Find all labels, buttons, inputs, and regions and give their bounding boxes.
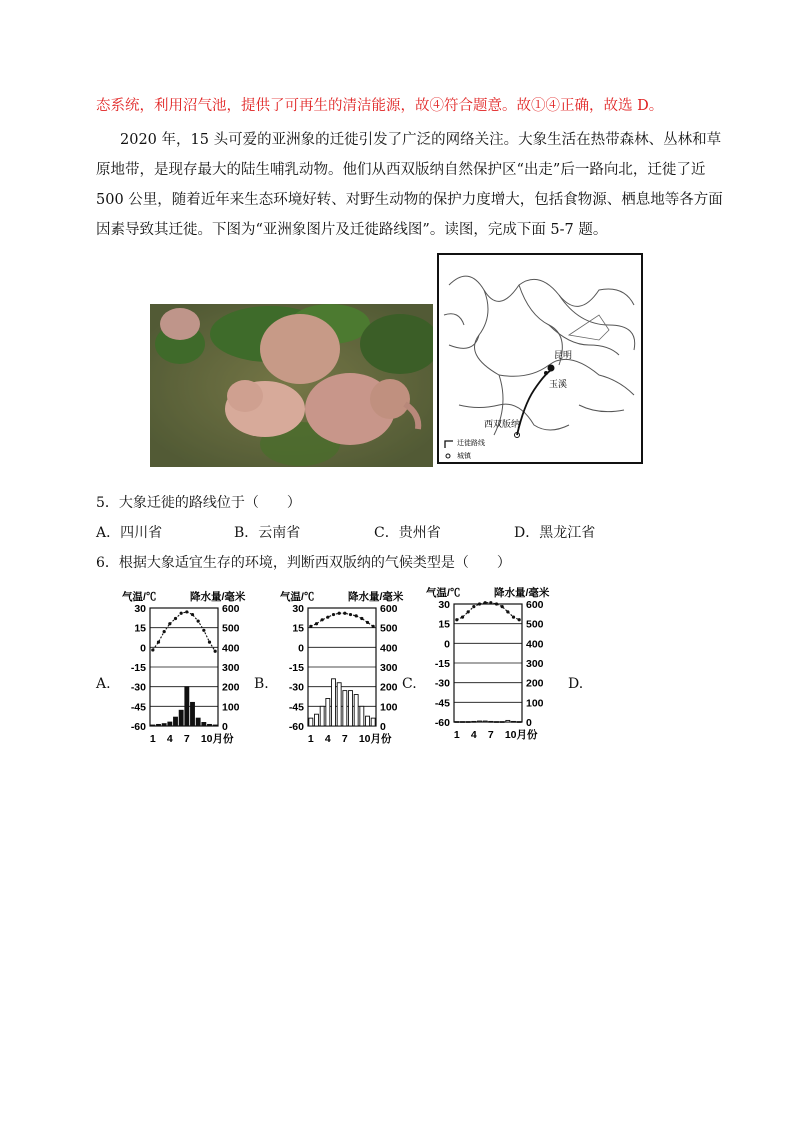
temp-line [153, 612, 215, 651]
temp-point [455, 618, 458, 621]
climate-chart-a [120, 586, 280, 756]
precip-bar [326, 698, 330, 726]
month-tick-label: 1 [149, 733, 156, 745]
kunming-dot [548, 365, 555, 372]
climate-chart-c [424, 582, 584, 752]
precip-tick-label: 0 [380, 721, 386, 733]
temp-point [518, 618, 521, 621]
precip-axis-label: 降水量/毫米 [190, 591, 246, 603]
temp-tick-label: -60 [434, 717, 450, 729]
passage-line-1: 2020 年，15 头可爱的亚洲象的迁徙引发了广泛的网络关注。大象生活在热带森林、丛林和草 [120, 132, 722, 148]
precip-bar [196, 718, 200, 726]
legend-route-label: 迁徙路线 [457, 439, 485, 447]
precip-bar [202, 722, 206, 726]
temp-tick-label: -30 [434, 677, 450, 690]
precip-bar [483, 721, 487, 722]
precip-bar [466, 722, 470, 723]
precip-tick-label: 0 [222, 721, 228, 733]
temp-line [311, 613, 373, 626]
temp-point [461, 616, 464, 619]
legend-city-label: 城镇 [457, 452, 471, 460]
precip-bar [151, 725, 155, 726]
temp-tick-label: -60 [288, 721, 304, 733]
temp-point [472, 605, 475, 608]
precip-bar [343, 691, 347, 726]
precip-bar [512, 721, 516, 722]
question-6-stem: 6．根据大象适宜生存的环境，判断西双版纳的气候类型是（ ） [96, 555, 511, 571]
precip-bar [185, 687, 189, 726]
precip-bar [168, 722, 172, 726]
precip-bar [191, 702, 195, 726]
precip-tick-label: 400 [380, 642, 398, 655]
q5-option-c: C．贵州省 [374, 525, 441, 541]
month-tick-label: 4 [166, 733, 173, 745]
q6-option-c-label: C. [402, 676, 417, 692]
precip-bar [455, 722, 459, 723]
temp-tick-label: 30 [438, 599, 450, 611]
city-yuxi-label: 玉溪 [549, 380, 568, 390]
temp-tick-label: -45 [434, 697, 450, 710]
precip-bar [349, 691, 353, 726]
temp-tick-label: 15 [292, 622, 304, 635]
precip-tick-label: 200 [222, 681, 240, 694]
temp-point [360, 617, 363, 620]
temp-tick-label: -60 [130, 721, 146, 733]
q6-option-d-label: D. [568, 676, 584, 692]
month-tick-label: 1 [307, 733, 314, 745]
temp-point [208, 640, 211, 643]
temp-point [355, 614, 358, 617]
temp-axis-label: 气温/℃ [280, 591, 315, 603]
temp-point [332, 613, 335, 616]
precip-bar [489, 721, 493, 722]
q6-option-b-label: B. [254, 676, 269, 692]
month-tick-label: 10月份 [358, 733, 392, 745]
temp-point [326, 616, 329, 619]
precip-bar [461, 722, 465, 723]
temp-point [467, 610, 470, 613]
temp-point [185, 610, 188, 613]
precip-tick-label: 100 [380, 701, 398, 714]
temp-point [372, 625, 375, 628]
temp-point [495, 602, 498, 605]
precip-tick-label: 200 [380, 681, 398, 694]
month-tick-label: 10月份 [200, 733, 234, 745]
month-tick-label: 1 [453, 729, 460, 741]
precip-tick-label: 200 [526, 677, 544, 690]
precip-bar [162, 724, 166, 726]
temp-axis-label: 气温/℃ [122, 591, 157, 603]
temp-point [202, 629, 205, 632]
city-kunming-label: 昆明 [554, 351, 573, 361]
precip-bar [360, 706, 364, 726]
temp-point [168, 622, 171, 625]
elephant-photo [150, 304, 433, 467]
precip-tick-label: 300 [526, 658, 544, 670]
precip-bar [208, 724, 212, 726]
month-tick-label: 7 [487, 729, 494, 741]
precip-bar [366, 716, 370, 726]
passage-line-3: 500 公里，随着近年来生态环境好转、对野生动物的保护力度增大，包括食物源、栖息地等各方面 [96, 192, 723, 208]
precip-tick-label: 0 [526, 717, 532, 729]
temp-point [321, 618, 324, 621]
precip-tick-label: 600 [222, 603, 240, 615]
precip-bar [174, 717, 178, 726]
temp-tick-label: 15 [134, 622, 146, 635]
precip-tick-label: 400 [222, 642, 240, 655]
precip-bar [506, 720, 510, 722]
month-tick-label: 7 [341, 733, 348, 745]
temp-tick-label: 0 [140, 642, 146, 655]
temp-axis-label: 气温/℃ [426, 587, 461, 599]
temp-line [457, 603, 519, 620]
temp-point [315, 622, 318, 625]
precip-bar [337, 683, 341, 726]
passage-line-4: 因素导致其迁徙。下图为“亚洲象图片及迁徙路线图”。读图，完成下面 5-7 题。 [96, 222, 608, 238]
temp-point [191, 613, 194, 616]
precip-tick-label: 500 [222, 622, 240, 635]
temp-tick-label: -15 [434, 658, 450, 670]
month-tick-label: 4 [324, 733, 331, 745]
q5-option-a: A．四川省 [96, 525, 163, 541]
q5-option-d: D．黑龙江省 [514, 525, 596, 541]
q5-option-b: B．云南省 [234, 525, 301, 541]
temp-point [343, 612, 346, 615]
temp-point [180, 612, 183, 615]
precip-axis-label: 降水量/毫米 [494, 587, 550, 599]
temp-tick-label: 0 [298, 642, 304, 655]
month-tick-label: 4 [470, 729, 477, 741]
month-tick-label: 7 [183, 733, 190, 745]
precip-tick-label: 300 [222, 662, 240, 674]
migration-route-map [437, 253, 643, 464]
precip-tick-label: 400 [526, 638, 544, 651]
temp-point [309, 625, 312, 628]
precip-bar [354, 695, 358, 726]
precip-bar [472, 721, 476, 722]
precip-tick-label: 600 [526, 599, 544, 611]
city-xishuangbanna-label: 西双版纳 [484, 420, 521, 430]
temp-tick-label: -45 [130, 701, 146, 714]
temp-point [174, 617, 177, 620]
temp-tick-label: 30 [134, 603, 146, 615]
temp-point [349, 613, 352, 616]
precip-bar [371, 718, 375, 726]
temp-tick-label: -30 [130, 681, 146, 694]
temp-tick-label: -45 [288, 701, 304, 714]
elephant-photo-image [150, 304, 433, 467]
precip-tick-label: 300 [380, 662, 398, 674]
map-image [439, 255, 641, 462]
month-tick-label: 10月份 [504, 729, 538, 741]
precip-bar [157, 724, 161, 726]
temp-point [197, 620, 200, 623]
precip-tick-label: 600 [380, 603, 398, 615]
temp-point [506, 610, 509, 613]
temp-tick-label: -15 [130, 662, 146, 674]
temp-point [484, 601, 487, 604]
precip-bar [213, 725, 217, 726]
temp-point [214, 650, 217, 653]
yuxi-dot [544, 371, 548, 375]
precip-bar [500, 722, 504, 723]
temp-point [478, 602, 481, 605]
climate-chart-b [278, 586, 438, 756]
precip-bar [332, 679, 336, 726]
precip-axis-label: 降水量/毫米 [348, 591, 404, 603]
precip-bar [517, 722, 521, 723]
precip-tick-label: 500 [526, 618, 544, 631]
precip-bar [315, 714, 319, 726]
temp-point [163, 630, 166, 633]
precip-bar [309, 718, 313, 726]
precip-tick-label: 100 [526, 697, 544, 710]
temp-point [489, 601, 492, 604]
temp-point [157, 640, 160, 643]
precip-bar [478, 721, 482, 722]
temp-point [512, 616, 515, 619]
temp-tick-label: -15 [288, 662, 304, 674]
temp-point [366, 621, 369, 624]
precip-tick-label: 100 [222, 701, 240, 714]
precip-tick-label: 500 [380, 622, 398, 635]
passage-line-2: 原地带，是现存最大的陆生哺乳动物。他们从西双版纳自然保护区“出走”后一路向北，迁徙了近 [96, 162, 706, 178]
temp-point [338, 612, 341, 615]
temp-tick-label: 30 [292, 603, 304, 615]
answer-continuation: 态系统，利用沼气池，提供了可再生的清洁能源，故④符合题意。故①④正确，故选 D。 [96, 98, 664, 114]
q6-option-a-label: A. [96, 676, 111, 692]
temp-tick-label: 15 [438, 618, 450, 631]
temp-point [501, 605, 504, 608]
precip-bar [179, 710, 183, 726]
precip-bar [320, 706, 324, 726]
temp-point [151, 648, 154, 651]
temp-tick-label: 0 [444, 638, 450, 651]
precip-bar [495, 722, 499, 723]
question-5-stem: 5．大象迁徙的路线位于（ ） [96, 495, 301, 511]
temp-tick-label: -30 [288, 681, 304, 694]
